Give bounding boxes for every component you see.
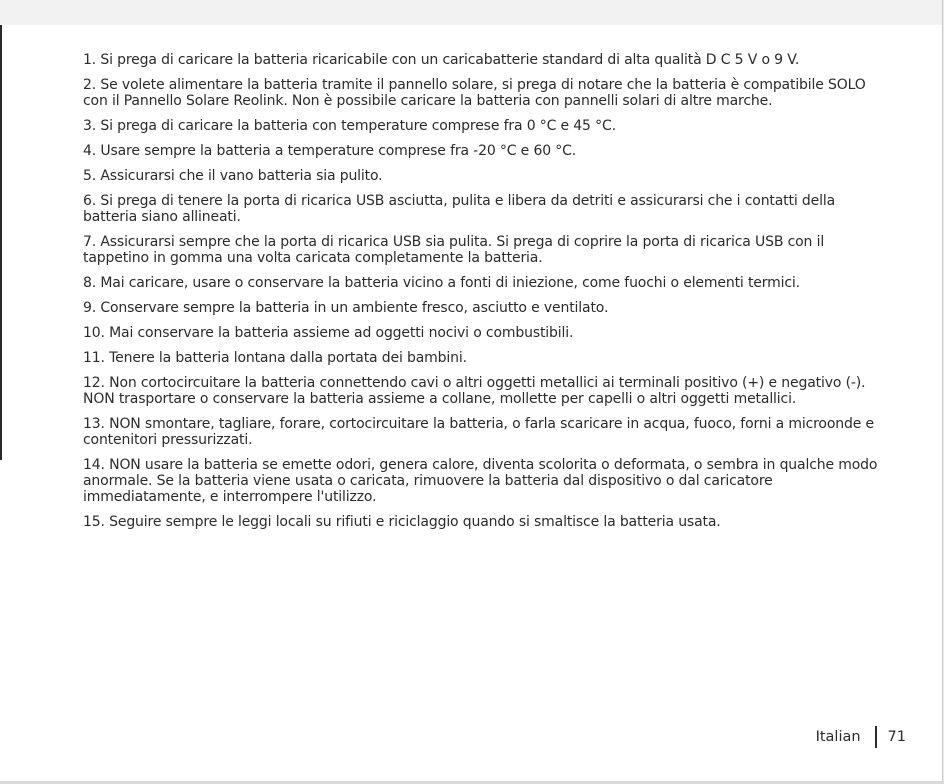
- safety-instructions-list: [83, 52, 891, 539]
- instruction-item-12: 12. Non cortocircuitare la batteria connettendo cavi o altri oggetti metallici ai terminali positivo (+) e negativo (-). NON trasportare o conservare la batteria assieme a collane, mollette per capelli o altri oggetti metallici.: [83, 375, 866, 407]
- left-edge-bar: [0, 25, 2, 460]
- page-footer: [816, 726, 906, 748]
- instruction-item-4: 4. Usare sempre la batteria a temperature comprese fra -20 °C e 60 °C.: [83, 143, 577, 159]
- footer-language: Italian: [815, 729, 861, 745]
- footer-separator: [875, 726, 877, 748]
- instruction-item-5: 5. Assicurarsi che il vano batteria sia pulito.: [83, 168, 383, 184]
- right-page-edge: [942, 0, 943, 781]
- instruction-item-1: 1. Si prega di caricare la batteria ricaricabile con un caricabatterie standard di alta qualità D C 5 V o 9 V.: [83, 52, 800, 68]
- instruction-item-2: 2. Se volete alimentare la batteria tramite il pannello solare, si prega di notare che la batteria è compatibile SOLO con il Pannello Solare Reolink. Non è possibile caricare la batteria con pannelli solari di altre marche.: [83, 77, 866, 109]
- instruction-item-7: 7. Assicurarsi sempre che la porta di ricarica USB sia pulita. Si prega di coprire la porta di ricarica USB con il tappetino in gomma una volta caricata completamente la batteria.: [83, 234, 825, 266]
- instruction-item-8: 8. Mai caricare, usare o conservare la batteria vicino a fonti di iniezione, come fuochi o elementi termici.: [83, 275, 800, 291]
- instruction-item-15: 15. Seguire sempre le leggi locali su rifiuti e riciclaggio quando si smaltisce la batteria usata.: [83, 514, 721, 530]
- instruction-item-10: 10. Mai conservare la batteria assieme ad oggetti nocivi o combustibili.: [83, 325, 574, 341]
- page-number: 71: [887, 729, 906, 745]
- instruction-item-11: 11. Tenere la batteria lontana dalla portata dei bambini.: [83, 350, 467, 366]
- instruction-item-13: 13. NON smontare, tagliare, forare, cortocircuitare la batteria, o farla scaricare in acqua, fuoco, forni a microonde e contenitori pressurizzati.: [83, 416, 874, 448]
- instruction-item-14: 14. NON usare la batteria se emette odori, genera calore, diventa scolorita o deformata, o sembra in qualche modo anormale. Se la batteria viene usata o caricata, rimuovere la batteria dal dispositivo o dal caricatore immediatamente, e interrompere l'utilizzo.: [83, 457, 878, 505]
- instruction-item-6: 6. Si prega di tenere la porta di ricarica USB asciutta, pulita e libera da detriti e assicurarsi che i contatti della batteria siano allineati.: [83, 193, 836, 225]
- instruction-item-9: 9. Conservare sempre la batteria in un ambiente fresco, asciutto e ventilato.: [83, 300, 609, 316]
- instruction-item-3: 3. Si prega di caricare la batteria con temperature comprese fra 0 °C e 45 °C.: [83, 118, 616, 134]
- top-strip: [0, 0, 943, 25]
